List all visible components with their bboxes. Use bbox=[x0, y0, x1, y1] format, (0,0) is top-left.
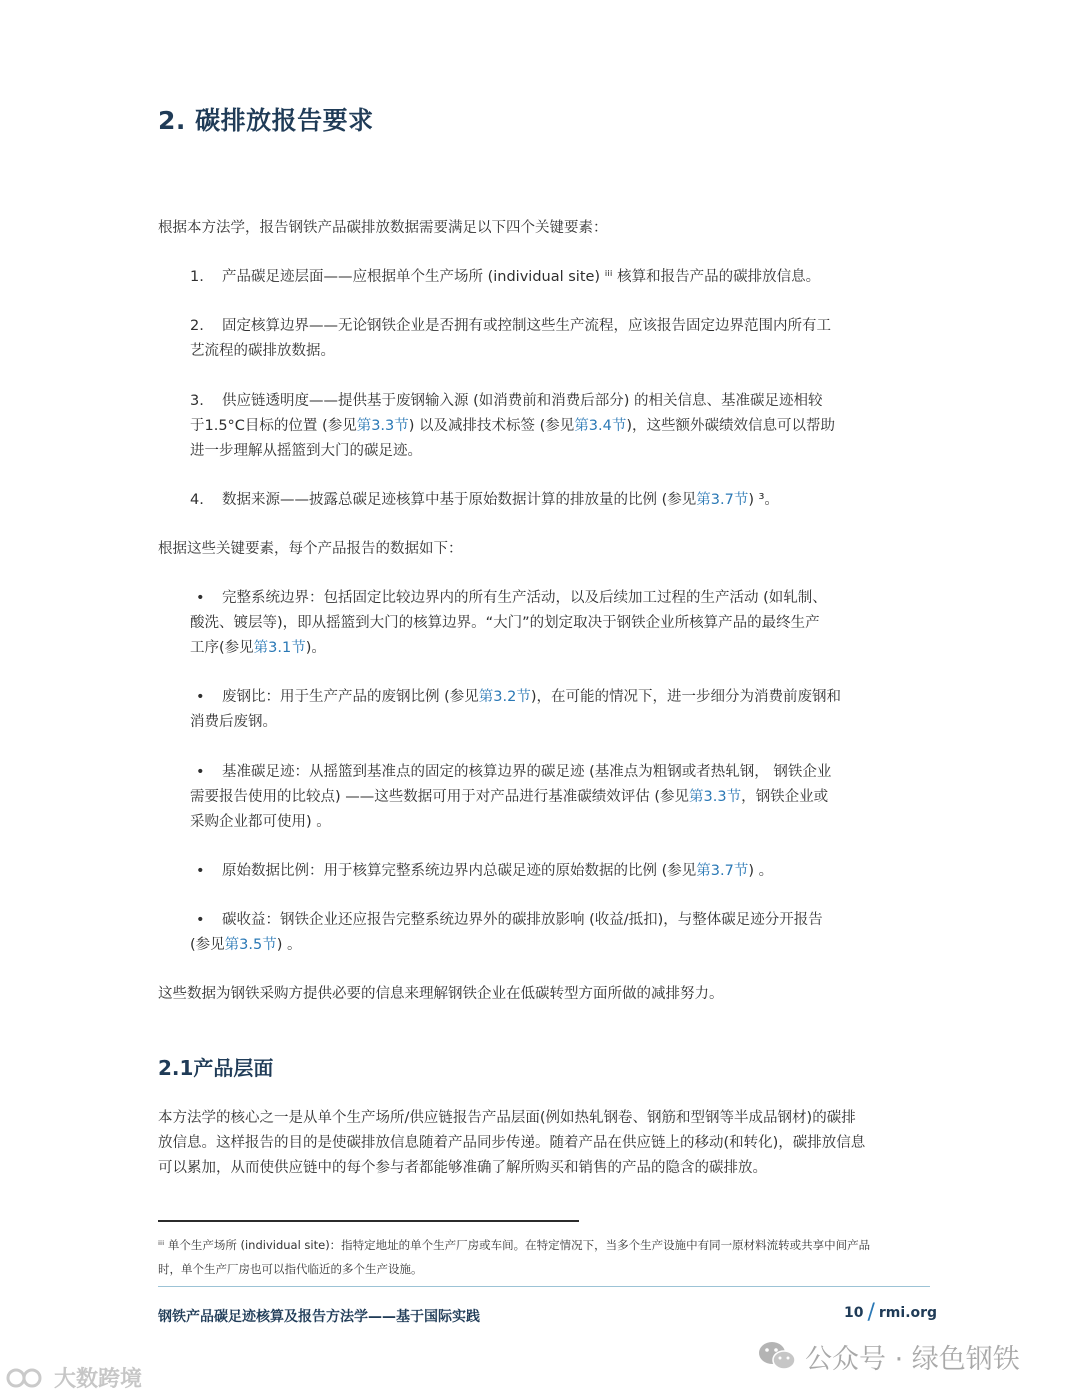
section-link[interactable]: 第3.5节 bbox=[224, 937, 277, 953]
footer-divider bbox=[158, 1286, 930, 1287]
section-link[interactable]: 第3.1节 bbox=[253, 640, 306, 656]
item-number: 4. bbox=[190, 492, 204, 508]
bullet-icon: • bbox=[196, 590, 205, 606]
corner-watermark: 大数跨境 bbox=[6, 1362, 142, 1393]
data-bullet-5: • 碳收益：钢铁企业还应报告完整系统边界外的碳排放影响 (收益/抵扣)，与整体碳足迹分开报告 (参见第3.5节) 。 bbox=[190, 908, 823, 958]
requirement-item-1: 1. 产品碳足迹层面——应根据单个生产场所 (individual site) ⁱⁱⁱ 核算和报告产品的碳排放信息。 bbox=[190, 265, 820, 290]
data-bullet-2: • 废钢比：用于生产产品的废钢比例 (参见第3.2节)，在可能的情况下，进一步细分为消费前废钢和 消费后废钢。 bbox=[190, 685, 841, 735]
footnote-divider bbox=[158, 1220, 579, 1222]
wechat-watermark: 公众号 · 绿色钢铁 bbox=[757, 1336, 1020, 1376]
data-bullet-3: • 基准碳足迹：从摇篮到基准点的固定的核算边界的碳足迹 (基准点为粗钢或者热轧钢， 钢铁企业 需要报告使用的比较点) ——这些数据可用于对产品进行基准碳绩效评估 (参见第3.3节，钢铁企业或 采购企业都可使用) 。 bbox=[190, 760, 831, 835]
item-number: 2. bbox=[190, 318, 204, 334]
intro-paragraph: 根据本方法学，报告钢铁产品碳排放数据需要满足以下四个关键要素： bbox=[158, 220, 608, 236]
closing-paragraph: 这些数据为钢铁采购方提供必要的信息来理解钢铁企业在低碳转型方面所做的减排努力。 bbox=[158, 986, 724, 1002]
section-heading: 2. 碳排放报告要求 bbox=[158, 106, 374, 135]
data-bullet-1: • 完整系统边界：包括固定比较边界内的所有生产活动，以及后续加工过程的生产活动 (如轧制、 酸洗、镀层等)，即从摇篮到大门的核算边界。“大门”的划定取决于钢铁企业所核算产品的最终生产 工序(参见第3.1节)。 bbox=[190, 586, 827, 661]
footer-page-info bbox=[844, 1300, 938, 1325]
section-link[interactable]: 第3.3节 bbox=[689, 789, 742, 805]
website-link[interactable]: rmi.org bbox=[878, 1305, 938, 1321]
section-link[interactable]: 第3.7节 bbox=[696, 863, 749, 879]
section-link[interactable]: 第3.7节 bbox=[696, 492, 749, 508]
bullet-icon: • bbox=[196, 912, 205, 928]
requirement-item-4: 4. 数据来源——披露总碳足迹核算中基于原始数据计算的排放量的比例 (参见第3.7节) ³。 bbox=[190, 488, 779, 513]
requirement-item-2: 2. 固定核算边界——无论钢铁企业是否拥有或控制这些生产流程，应该报告固定边界范围内所有工 艺流程的碳排放数据。 bbox=[190, 314, 831, 364]
section-link[interactable]: 第3.4节 bbox=[574, 418, 627, 434]
data-bullet-4: • 原始数据比例：用于核算完整系统边界内总碳足迹的原始数据的比例 (参见第3.7节) 。 bbox=[190, 859, 773, 884]
requirement-item-3: 3. 供应链透明度——提供基于废钢输入源 (如消费前和消费后部分) 的相关信息、基准碳足迹相较 于1.5°C目标的位置 (参见第3.3节) 以及减排技术标签 (参见第3.4节)，这些额外碳绩效信息可以帮助 进一步理解从摇篮到大门的碳足迹。 bbox=[190, 389, 835, 464]
bullet-icon: • bbox=[196, 863, 205, 879]
footnote: ⁱⁱⁱ 单个生产场所 (individual site)：指特定地址的单个生产厂房或车间。在特定情况下，当多个生产设施中有同一原材料流转或共享中间产品 时，单个生产厂房也可以指代临近的多个生产设施。 bbox=[158, 1238, 871, 1276]
section-link[interactable]: 第3.3节 bbox=[356, 418, 409, 434]
page-number: 10 bbox=[844, 1305, 864, 1321]
footer-document-title: 钢铁产品碳足迹核算及报告方法学——基于国际实践 bbox=[158, 1309, 480, 1325]
logo-icon bbox=[6, 1366, 50, 1390]
bullet-icon: • bbox=[196, 764, 205, 780]
product-level-paragraph: 本方法学的核心之一是从单个生产场所/供应链报告产品层面(例如热轧钢卷、钢筋和型钢等半成品钢材)的碳排 放信息。这样报告的目的是使碳排放信息随着产品同步传递。随着产品在供应链上的移动(和转化)，碳排放信息 可以累加，从而使供应链中的每个参与者都能够准确了解所购买和销售的产品的隐含的碳排放。 bbox=[158, 1110, 866, 1176]
section-link[interactable]: 第3.2节 bbox=[478, 689, 531, 705]
subsection-heading: 2.1产品层面 bbox=[158, 1056, 274, 1080]
wechat-icon bbox=[757, 1340, 797, 1372]
slash-icon: / bbox=[867, 1300, 875, 1325]
intro-paragraph-2: 根据这些关键要素，每个产品报告的数据如下： bbox=[158, 541, 463, 557]
bullet-icon: • bbox=[196, 689, 205, 705]
item-number: 3. bbox=[190, 393, 204, 409]
item-number: 1. bbox=[190, 269, 204, 285]
